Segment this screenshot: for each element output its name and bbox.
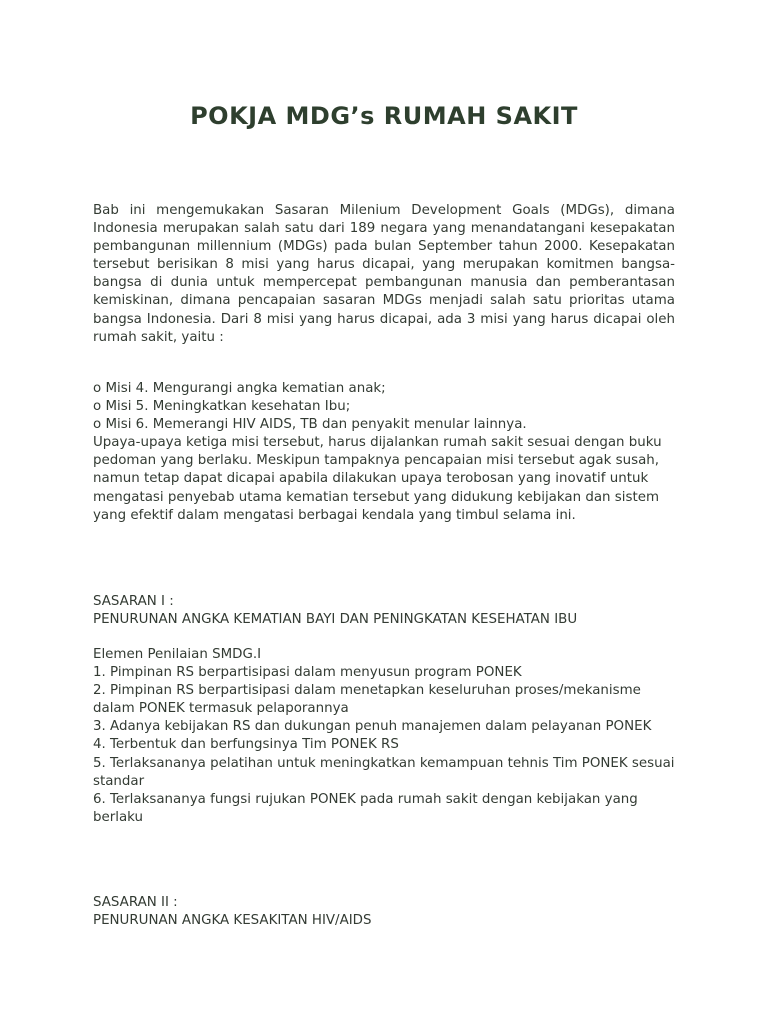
sasaran-1-label: SASARAN I : [93, 594, 174, 609]
sasaran-1-section [93, 593, 675, 629]
efforts-paragraph: Upaya-upaya ketiga misi tersebut, harus dijalankan rumah sakit sesuai dengan buku pedoman yang berlaku. Meskipun tampaknya pencapaian misi tersebut agak susah, namun tetap dapat dicapai apabila dilakukan upaya terobosan yang inovatif untuk mengatasi penyebab utama kematian tersebut yang didukung kebijakan dan sistem yang efektif dalam mengatasi berbagai kendala yang timbul selama ini. [93, 435, 662, 523]
document-title: POKJA MDG’s RUMAH SAKIT [190, 102, 578, 130]
sasaran-2-label: SASARAN II : [93, 895, 178, 910]
element-item: 2. Pimpinan RS berpartisipasi dalam menetapkan keseluruhan proses/mekanisme dalam PONEK termasuk pelaporannya [93, 683, 641, 717]
sasaran-1-heading: PENURUNAN ANGKA KEMATIAN BAYI DAN PENINGKATAN KESEHATAN IBU [93, 612, 578, 628]
element-item: 6. Terlaksananya fungsi rujukan PONEK pada rumah sakit dengan kebijakan yang berlaku [93, 791, 638, 825]
sasaran-2-section [93, 894, 675, 930]
mission-item: o Misi 4. Mengurangi angka kematian anak; [93, 381, 386, 396]
mission-item: o Misi 5. Meningkatkan kesehatan Ibu; [93, 399, 351, 415]
elements-title: Elemen Penilaian SMDG.I [93, 647, 262, 662]
sasaran-2-heading: PENURUNAN ANGKA KESAKITAN HIV/AIDS [93, 913, 372, 929]
mission-item: o Misi 6. Memerangi HIV AIDS, TB dan penyakit menular lainnya. [93, 417, 527, 433]
element-item: 3. Adanya kebijakan RS dan dukungan penuh manajemen dalam pelayanan PONEK [93, 719, 652, 735]
element-item: 5. Terlaksananya pelatihan untuk meningkatkan kemampuan tehnis Tim PONEK sesuai standar [93, 755, 675, 789]
sasaran-1-elements [93, 646, 675, 827]
missions-block [93, 380, 675, 525]
intro-paragraph: Bab ini mengemukakan Sasaran Milenium Development Goals (MDGs), dimana Indonesia merupakan salah satu dari 189 negara yang menandatangani kesepakatan pembangunan millennium (MDGs) pada bulan September tahun 2000. Kesepakatan tersebut berisikan 8 misi yang harus dicapai, yang merupakan komitmen bangsa-bangsa di dunia untuk mempercepat pembangunan manusia dan pemberantasan kemiskinan, dimana pencapaian sasaran MDGs menjadi salah satu prioritas utama bangsa Indonesia. Dari 8 misi yang harus dicapai, ada 3 misi yang harus dicapai oleh rumah sakit, yaitu : [93, 203, 675, 345]
element-item: 4. Terbentuk dan berfungsinya Tim PONEK RS [93, 737, 399, 753]
element-item: 1. Pimpinan RS berpartisipasi dalam menyusun program PONEK [93, 665, 522, 681]
